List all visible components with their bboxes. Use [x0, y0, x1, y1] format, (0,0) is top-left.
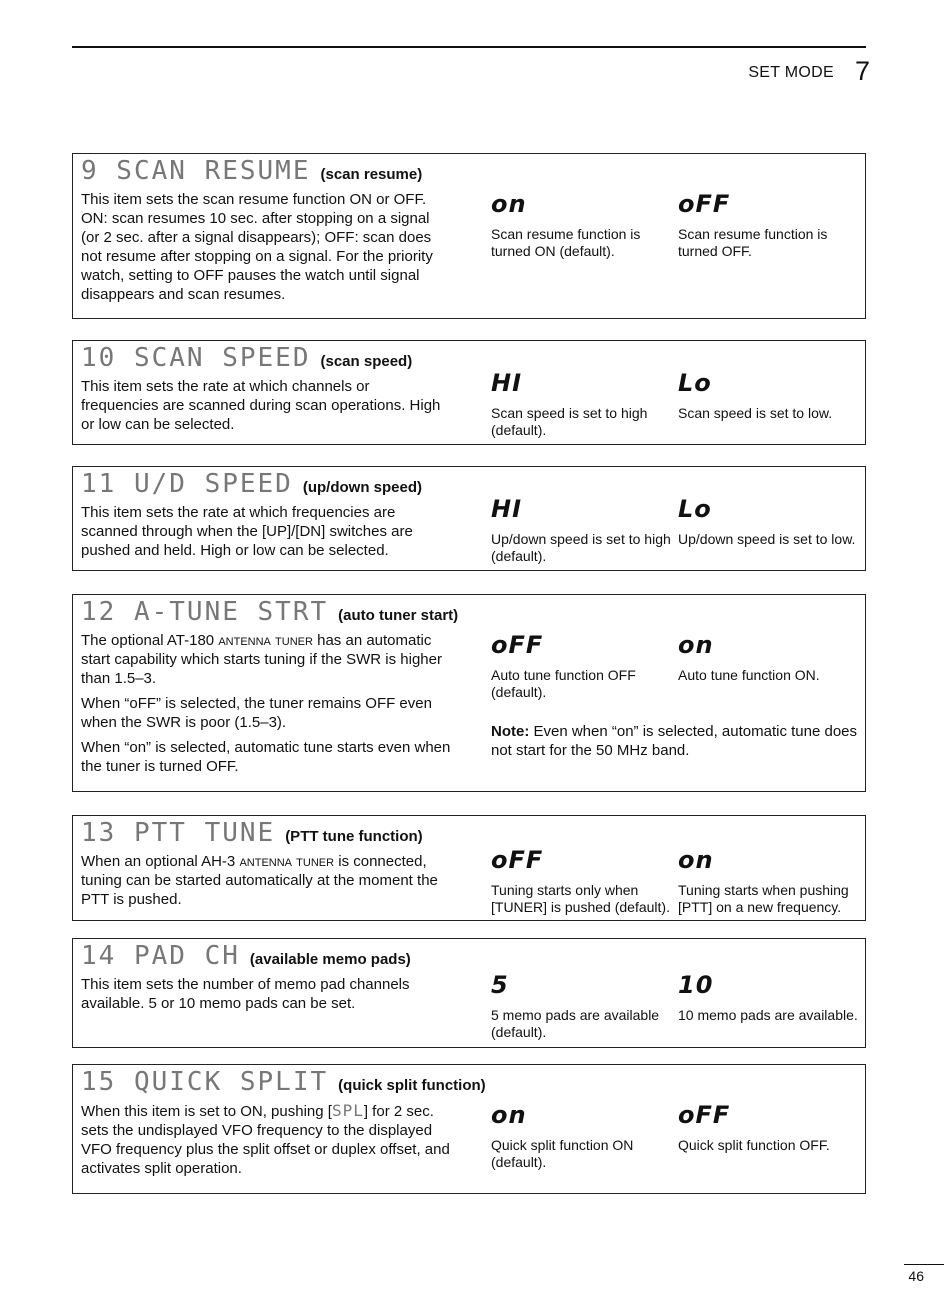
desc-text: is connected, tuning can be started automatically at the moment the PTT is pushed.	[81, 853, 438, 908]
lcd-display: Lo	[678, 369, 712, 397]
option-caption: Tuning starts when pushing [PTT] on a new frequency.	[678, 882, 849, 915]
item-subtitle: (scan speed)	[320, 353, 413, 370]
lcd-title: 12 A-TUNE STRT	[81, 597, 329, 627]
lcd-display: oFF	[678, 1101, 731, 1129]
desc-text: When this item is set to ON, pushing [	[81, 1103, 332, 1120]
desc-smallcaps: antenna tuner	[218, 632, 313, 649]
lcd-display: on	[491, 190, 527, 218]
option-caption: Up/down speed is set to low.	[678, 531, 856, 547]
item-description: This item sets the rate at which frequencies are scanned through when the [UP]/[DN] switches are pushed and held. High or low can be selected.	[81, 504, 413, 559]
item-subtitle: (PTT tune function)	[285, 828, 423, 845]
item-description: This item sets the number of memo pad channels available. 5 or 10 memo pads can be set.	[81, 976, 410, 1012]
lcd-title: 15 QUICK SPLIT	[81, 1067, 329, 1097]
item-ud-speed	[72, 466, 866, 571]
lcd-title: 14 PAD CH	[81, 941, 240, 971]
item-subtitle: (quick split function)	[338, 1077, 486, 1094]
item-description: This item sets the scan resume function ON or OFF. ON: scan resumes 10 sec. after stopping on a signal (or 2 sec. after a signal disappears); OFF: scan does not resume after stopping on a signal. For the priority watch, setting to OFF pauses the watch until signal disappears and scan resumes.	[81, 191, 433, 303]
lcd-title: 11 U/D SPEED	[81, 469, 293, 499]
item-description	[81, 631, 451, 776]
desc-text: ] for 2 sec. sets the undisplayed VFO frequency to the displayed VFO frequency plus the split offset or duplex offset, and activates split operation.	[81, 1103, 450, 1177]
desc-text: has an automatic start capability which starts tuning if the SWR is higher than 1.5–3.	[81, 632, 442, 687]
section-number: 7	[854, 56, 870, 86]
item-atune-start	[72, 594, 866, 792]
option-caption: 10 memo pads are available.	[678, 1007, 858, 1023]
lcd-display: 5	[491, 971, 509, 999]
option-on	[491, 190, 671, 260]
option-low	[678, 369, 858, 422]
desc-paragraph: When “oFF” is selected, the tuner remains OFF even when the SWR is poor (1.5–3).	[81, 695, 432, 731]
option-caption: Scan resume function is turned ON (default).	[491, 226, 641, 259]
lcd-display: on	[678, 846, 714, 874]
option-caption: Auto tune function OFF (default).	[491, 667, 636, 700]
lcd-title: 13 PTT TUNE	[81, 818, 276, 848]
option-off	[678, 190, 858, 260]
option-high	[491, 495, 671, 565]
lcd-display: Lo	[678, 495, 712, 523]
lcd-title: 10 SCAN SPEED	[81, 343, 311, 373]
page-number-rule	[904, 1264, 944, 1265]
item-description: This item sets the rate at which channels or frequencies are scanned during scan operations. High or low can be selected.	[81, 378, 441, 433]
desc-smallcaps: antenna tuner	[239, 853, 335, 870]
item-subtitle: (available memo pads)	[249, 951, 411, 968]
item-ptt-tune	[72, 815, 866, 921]
item-description	[81, 1101, 451, 1178]
item-pad-ch	[72, 938, 866, 1048]
item-scan-resume	[72, 153, 866, 319]
option-caption: Quick split function OFF.	[678, 1137, 830, 1153]
note-text: Even when “on” is selected, automatic tune does not start for the 50 MHz band.	[491, 723, 858, 759]
item-subtitle: (auto tuner start)	[338, 607, 459, 624]
option-caption: Auto tune function ON.	[678, 667, 820, 683]
option-caption: Quick split function ON (default).	[491, 1137, 634, 1170]
lcd-title: 9 SCAN RESUME	[81, 156, 311, 186]
lcd-display: on	[491, 1101, 527, 1129]
item-scan-speed	[72, 340, 866, 445]
item-subtitle: (scan resume)	[320, 166, 423, 183]
option-5	[491, 971, 677, 1041]
lcd-display: HI	[491, 495, 523, 523]
lcd-display: oFF	[678, 190, 731, 218]
lcd-display: 10	[678, 971, 714, 999]
note-label: Note:	[491, 723, 530, 740]
section-title: SET MODE	[748, 64, 834, 81]
option-off	[491, 846, 677, 916]
lcd-display: HI	[491, 369, 523, 397]
top-rule	[72, 46, 866, 48]
lcd-display: on	[678, 631, 714, 659]
option-caption: Scan resume function is turned OFF.	[678, 226, 828, 259]
option-on	[678, 846, 864, 916]
lcd-display: oFF	[491, 846, 544, 874]
desc-paragraph: When “on” is selected, automatic tune starts even when the tuner is turned OFF.	[81, 739, 451, 775]
option-caption: Tuning starts only when [TUNER] is pushed (default).	[491, 882, 670, 915]
option-off	[678, 1101, 858, 1154]
option-high	[491, 369, 671, 439]
option-low	[678, 495, 858, 548]
option-on	[491, 1101, 671, 1171]
option-caption: Up/down speed is set to high (default).	[491, 531, 671, 564]
page-number: 46	[908, 1268, 924, 1284]
lcd-display: oFF	[491, 631, 544, 659]
option-on	[678, 631, 858, 684]
item-quick-split	[72, 1064, 866, 1194]
option-caption: 5 memo pads are available (default).	[491, 1007, 660, 1040]
option-off	[491, 631, 671, 701]
desc-text: The optional AT-180	[81, 632, 219, 649]
item-subtitle: (up/down speed)	[302, 479, 423, 496]
option-caption: Scan speed is set to low.	[678, 405, 833, 421]
desc-text: When an optional AH-3	[81, 853, 240, 870]
note	[491, 722, 863, 760]
item-description	[81, 852, 451, 909]
lcd-inline: SPL	[331, 1101, 364, 1120]
option-caption: Scan speed is set to high (default).	[491, 405, 648, 438]
option-10	[678, 971, 864, 1024]
